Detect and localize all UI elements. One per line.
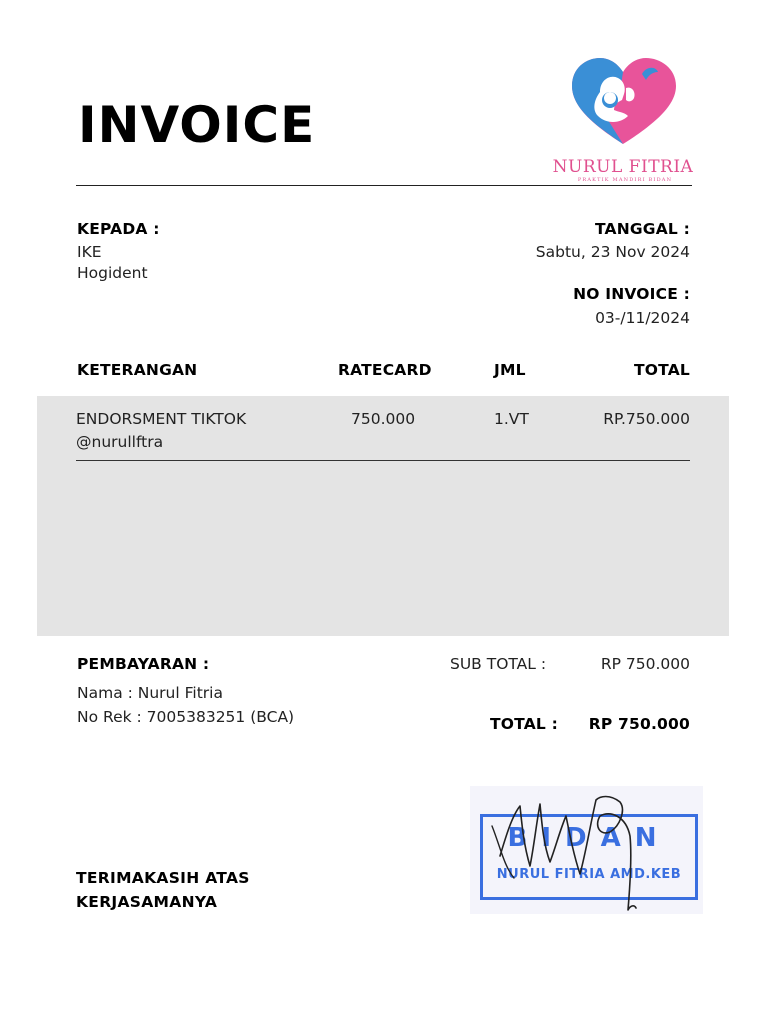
payment-account: No Rek : 7005383251 (BCA) bbox=[77, 708, 295, 726]
logo-subtitle: PRAKTIK MANDIRI BIDAN bbox=[577, 177, 673, 183]
stamp-name: NURUL FITRIA AMD.KEB bbox=[496, 867, 682, 882]
invoice-number-value: 03-/11/2024 bbox=[595, 309, 690, 327]
stamp-title: BIDAN bbox=[507, 823, 671, 853]
column-header-ratecard: RATECARD bbox=[338, 361, 432, 379]
row-description-handle: @nurullftra bbox=[76, 433, 164, 451]
payment-label: PEMBAYARAN : bbox=[77, 655, 210, 673]
thank-you-line-2: KERJASAMANYA bbox=[76, 893, 218, 911]
logo-name: NURUL FITRIA bbox=[552, 157, 694, 177]
column-header-description: KETERANGAN bbox=[77, 361, 198, 379]
table-body bbox=[37, 396, 729, 636]
recipient-label: KEPADA : bbox=[77, 220, 160, 238]
mother-child-heart-icon bbox=[548, 52, 698, 152]
row-qty: 1.VT bbox=[494, 410, 529, 428]
row-total: RP.750.000 bbox=[603, 410, 690, 428]
recipient-name: IKE bbox=[77, 243, 102, 261]
signature bbox=[470, 786, 703, 914]
subtotal-value: RP 750.000 bbox=[600, 655, 690, 673]
invoice-number-label: NO INVOICE : bbox=[573, 285, 690, 303]
total-value: RP 750.000 bbox=[588, 715, 690, 733]
subtotal-label: SUB TOTAL : bbox=[450, 655, 547, 673]
total-label: TOTAL : bbox=[490, 715, 558, 733]
column-header-qty: JML bbox=[494, 361, 526, 379]
recipient-company: Hogident bbox=[77, 264, 148, 282]
date-value: Sabtu, 23 Nov 2024 bbox=[535, 243, 690, 261]
row-description: ENDORSMENT TIKTOK bbox=[76, 410, 247, 428]
column-header-total: TOTAL bbox=[634, 361, 690, 379]
invoice-title: INVOICE bbox=[78, 96, 316, 154]
logo bbox=[548, 52, 698, 187]
header-divider bbox=[76, 185, 692, 186]
payment-name: Nama : Nurul Fitria bbox=[77, 684, 223, 702]
thank-you-line-1: TERIMAKASIH ATAS bbox=[76, 869, 250, 887]
row-ratecard: 750.000 bbox=[351, 410, 416, 428]
stamp-signature bbox=[470, 786, 703, 914]
row-divider bbox=[76, 460, 690, 461]
date-label: TANGGAL : bbox=[594, 220, 690, 238]
thank-you-note bbox=[76, 866, 250, 914]
